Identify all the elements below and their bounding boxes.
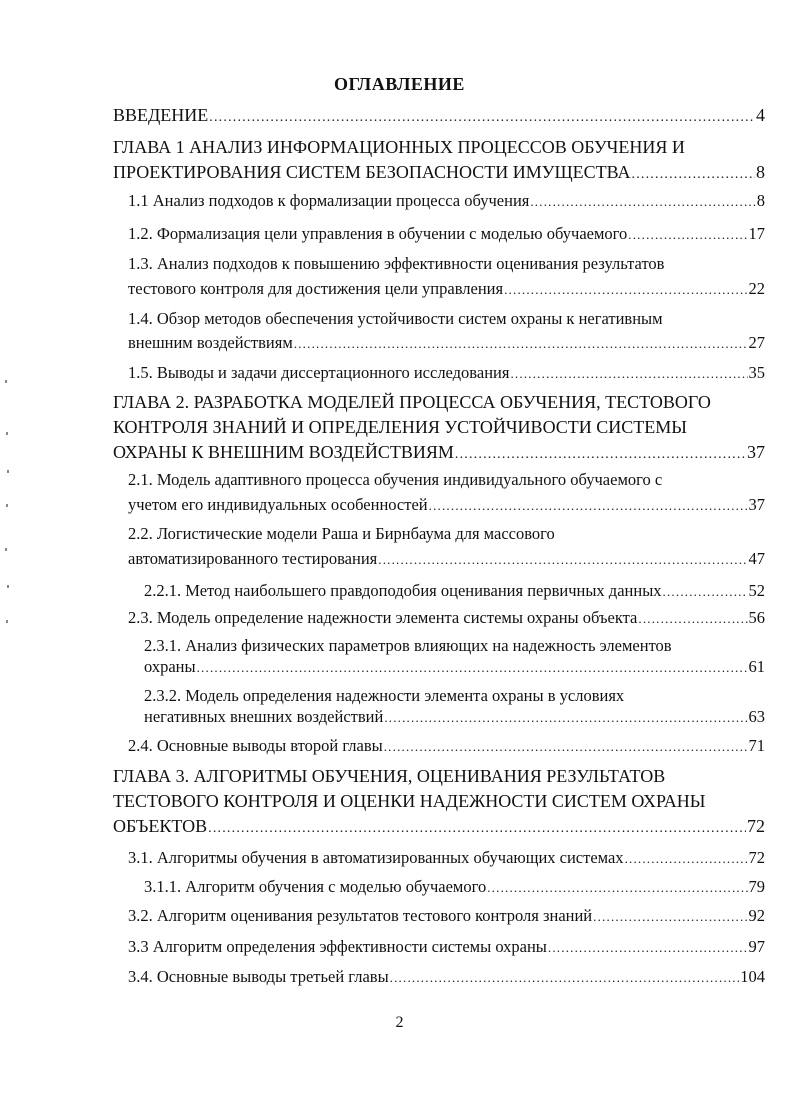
toc-entry-line: КОНТРОЛЯ ЗНАНИЙ И ОПРЕДЕЛЕНИЯ УСТОЙЧИВОСТИ СИСТЕМЫ <box>113 417 687 437</box>
toc-entry-chapter-1[interactable] <box>113 135 765 187</box>
toc-entry-line: 2.3.1. Анализ физических параметров влияющих на надежность элементов <box>144 636 672 655</box>
toc-entry-line: 2.3.2. Модель определения надежности элемента охраны в условиях <box>144 686 625 705</box>
scan-speck <box>6 620 8 623</box>
dot-leader <box>455 442 746 467</box>
toc-entry-introduction[interactable] <box>113 103 765 130</box>
toc-entry-section-3-4[interactable] <box>128 967 765 987</box>
toc-entry-section-3-1[interactable] <box>128 848 765 868</box>
toc-page-number: 56 <box>748 608 765 627</box>
toc-page-number: 4 <box>756 105 765 125</box>
toc-entry-section-3-1-1[interactable] <box>144 877 765 897</box>
toc-entry-section-3-3[interactable] <box>128 937 765 957</box>
toc-page-number: 17 <box>748 224 765 243</box>
dot-leader <box>593 907 747 926</box>
toc-page-number: 35 <box>748 363 765 382</box>
toc-entry-section-1-2[interactable] <box>128 224 765 244</box>
toc-entry-text: ПРОЕКТИРОВАНИЯ СИСТЕМ БЕЗОПАСНОСТИ ИМУЩЕСТВА <box>113 162 631 182</box>
toc-entry-text: тестового контроля для достижения цели управления <box>128 279 504 298</box>
dot-leader <box>625 849 748 868</box>
toc-page-number: 104 <box>740 967 765 986</box>
toc-entry-section-1-4[interactable] <box>128 309 765 353</box>
toc-entry-text: 2.2.1. Метод наибольшего правдоподобия оценивания первичных данных <box>144 581 662 600</box>
dot-leader <box>663 582 748 601</box>
dot-leader <box>197 658 748 677</box>
dot-leader <box>628 225 747 244</box>
dot-leader <box>487 878 747 897</box>
toc-entry-text: 2.3. Модель определение надежности элемента системы охраны объекта <box>128 608 638 627</box>
toc-entry-section-1-5[interactable] <box>128 363 765 383</box>
toc-entry-section-2-3-1[interactable] <box>144 636 765 677</box>
toc-page-number: 52 <box>748 581 765 600</box>
toc-page-number: 8 <box>756 162 765 182</box>
toc-entry-section-1-3[interactable] <box>128 254 765 299</box>
toc-page-number: 72 <box>747 816 765 836</box>
dot-leader <box>209 105 755 130</box>
toc-entry-text: 1.2. Формализация цели управления в обучении с моделью обучаемого <box>128 224 628 243</box>
toc-page-number: 71 <box>748 736 765 755</box>
scan-speck <box>5 548 7 551</box>
toc-entry-text: 3.3 Алгоритм определения эффективности системы охраны <box>128 937 547 956</box>
dot-leader <box>378 550 747 569</box>
toc-entry-section-2-3-2[interactable] <box>144 686 765 727</box>
toc-entry-section-2-4[interactable] <box>128 736 765 756</box>
scan-speck <box>5 380 7 383</box>
toc-entry-text: ОХРАНЫ К ВНЕШНИМ ВОЗДЕЙСТВИЯМ <box>113 442 454 462</box>
toc-page-number: 63 <box>748 707 765 726</box>
toc-entry-text: 2.4. Основные выводы второй главы <box>128 736 383 755</box>
dot-leader <box>530 192 755 211</box>
toc-entry-text: автоматизированного тестирования <box>128 549 378 568</box>
toc-entry-line: 1.3. Анализ подходов к повышению эффективности оценивания результатов <box>128 254 665 273</box>
scan-speck <box>6 432 8 435</box>
toc-page-number: 37 <box>747 442 765 462</box>
toc-entry-text: учетом его индивидуальных особенностей <box>128 495 428 514</box>
toc-page-number: 37 <box>748 495 765 514</box>
toc-entry-section-3-2[interactable] <box>128 906 765 926</box>
dot-leader <box>510 364 747 383</box>
toc-page-number: 8 <box>756 191 765 210</box>
toc-page-number: 47 <box>748 549 765 568</box>
dot-leader <box>294 334 748 353</box>
toc-entry-text: внешним воздействиям <box>128 333 293 352</box>
toc-page-number: 79 <box>748 877 765 896</box>
toc-page-number: 97 <box>748 937 765 956</box>
toc-page-number: 61 <box>748 657 765 676</box>
toc-entry-section-1-1[interactable] <box>128 191 765 211</box>
toc-entry-text: ОБЪЕКТОВ <box>113 816 208 836</box>
scan-specks <box>4 380 10 630</box>
scan-speck <box>7 585 9 588</box>
dot-leader <box>548 938 748 957</box>
toc-page-number: 27 <box>748 333 765 352</box>
toc-entry-line: 1.4. Обзор методов обеспечения устойчивости систем охраны к негативным <box>128 309 663 328</box>
toc-entry-chapter-3[interactable] <box>113 764 765 841</box>
toc-entry-line: ГЛАВА 3. АЛГОРИТМЫ ОБУЧЕНИЯ, ОЦЕНИВАНИЯ РЕЗУЛЬТАТОВ <box>113 766 666 786</box>
toc-entry-section-2-2[interactable] <box>128 524 765 569</box>
dot-leader <box>504 280 747 299</box>
toc-entry-text: 1.5. Выводы и задачи диссертационного исследования <box>128 363 510 382</box>
toc-entry-text: охраны <box>144 657 196 676</box>
toc-entry-section-2-3[interactable] <box>128 608 765 628</box>
dot-leader <box>208 816 746 841</box>
dot-leader <box>638 609 747 628</box>
toc-entry-text: ВВЕДЕНИЕ <box>113 105 209 125</box>
toc-entry-text: 1.1 Анализ подходов к формализации процесса обучения <box>128 191 530 210</box>
scan-speck <box>6 504 8 507</box>
toc-entry-section-2-2-1[interactable] <box>144 581 765 601</box>
toc-entry-text: 3.2. Алгоритм оценивания результатов тестового контроля знаний <box>128 906 593 925</box>
dot-leader <box>632 162 756 187</box>
toc-page-number: 22 <box>748 279 765 298</box>
toc-entry-section-2-1[interactable] <box>128 470 765 515</box>
toc-entry-line: ТЕСТОВОГО КОНТРОЛЯ И ОЦЕНКИ НАДЕЖНОСТИ СИСТЕМ ОХРАНЫ <box>113 791 706 811</box>
dot-leader <box>390 968 740 987</box>
toc-entry-chapter-2[interactable] <box>113 390 765 467</box>
toc-entry-line: 2.1. Модель адаптивного процесса обучения индивидуального обучаемого с <box>128 470 663 489</box>
dot-leader <box>384 737 748 756</box>
toc-page-number: 92 <box>748 906 765 925</box>
dot-leader <box>429 496 748 515</box>
dot-leader <box>384 708 747 727</box>
toc-entry-text: 3.1. Алгоритмы обучения в автоматизированных обучающих системах <box>128 848 624 867</box>
toc-entry-text: 3.4. Основные выводы третьей главы <box>128 967 389 986</box>
toc-entry-text: 3.1.1. Алгоритм обучения с моделью обучаемого <box>144 877 487 896</box>
toc-entry-line: ГЛАВА 2. РАЗРАБОТКА МОДЕЛЕЙ ПРОЦЕССА ОБУЧЕНИЯ, ТЕСТОВОГО <box>113 392 711 412</box>
toc-entry-line: ГЛАВА 1 АНАЛИЗ ИНФОРМАЦИОННЫХ ПРОЦЕССОВ ОБУЧЕНИЯ И <box>113 137 685 157</box>
page-title: ОГЛАВЛЕНИЕ <box>334 74 465 94</box>
toc-page-number: 72 <box>748 848 765 867</box>
page-number: 2 <box>395 1014 404 1031</box>
toc-entry-line: 2.2. Логистические модели Раша и Бирнбаума для массового <box>128 524 555 543</box>
scan-speck <box>7 470 9 473</box>
toc-entry-text: негативных внешних воздействий <box>144 707 384 726</box>
